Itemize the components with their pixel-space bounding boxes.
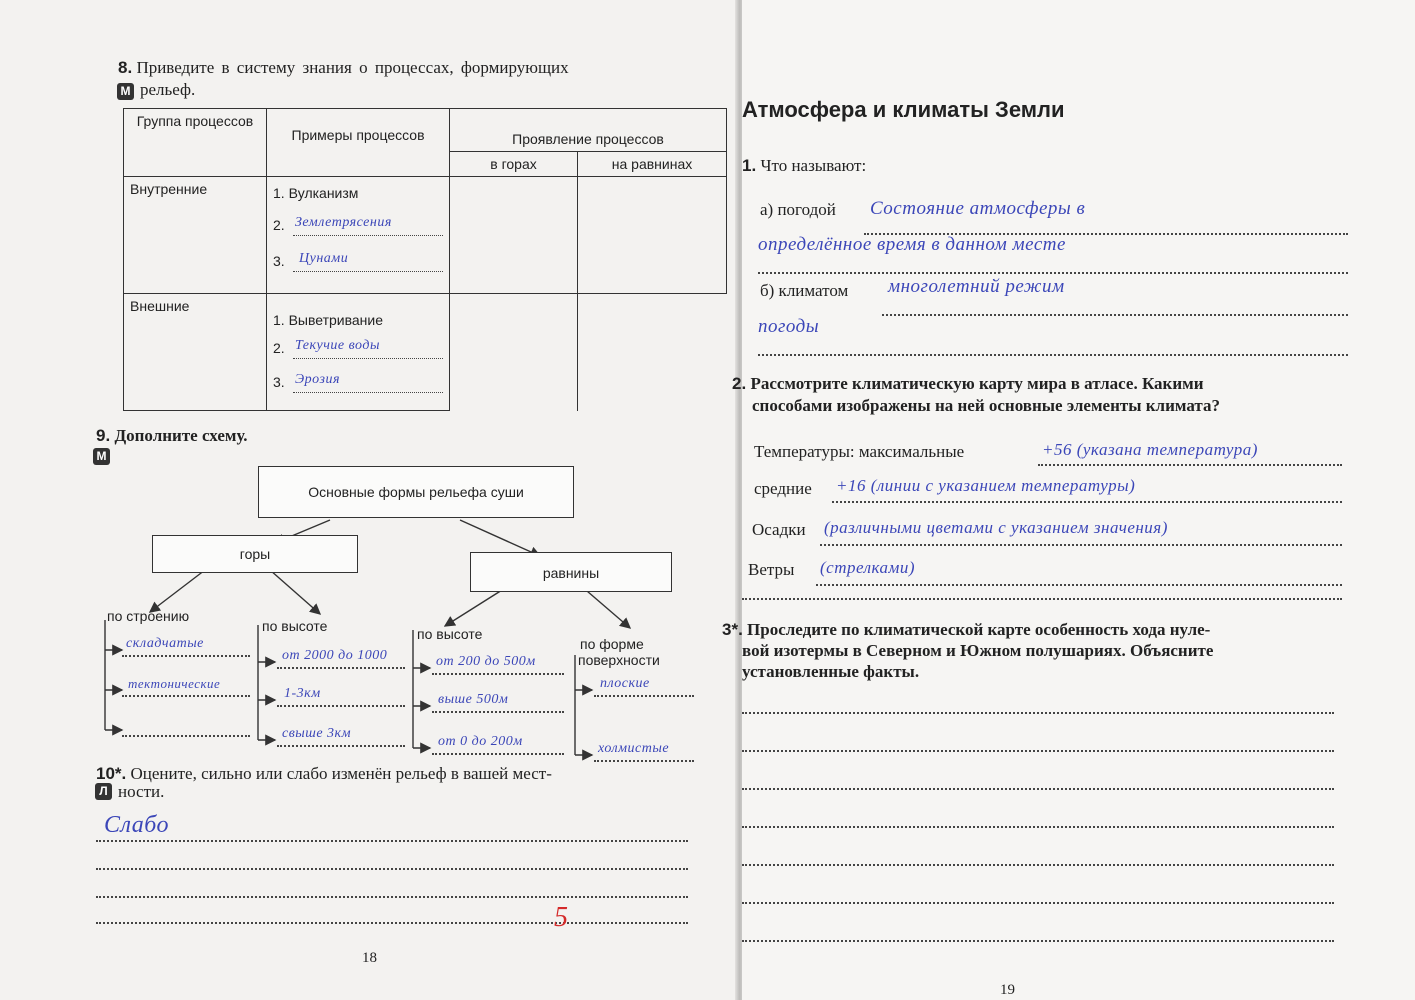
answer-line xyxy=(742,940,1334,942)
task8-text-line1: Приведите в систему знания о процессах, формирующих xyxy=(136,58,569,77)
task10-text-line2: ности. xyxy=(118,782,165,801)
ans-mheight-2: 1-3км xyxy=(284,686,321,701)
dotted-line xyxy=(122,655,250,657)
external-answer-2: Текучие воды xyxy=(295,338,380,353)
task10-badge-icon: Л xyxy=(95,783,112,800)
task10-prompt xyxy=(96,764,696,784)
task10-text-line1: Оцените, сильно или слабо изменён рельеф в вашей мест- xyxy=(130,764,552,783)
header-examples: Примеры процессов xyxy=(267,109,450,177)
answer-line xyxy=(832,501,1342,503)
task3-text-line3: установленные факты. xyxy=(742,662,920,681)
internal-item-2: 2. xyxy=(273,217,285,233)
ans-pheight-2: выше 500м xyxy=(438,692,509,707)
external-label: Внешние xyxy=(124,294,267,411)
answer-line xyxy=(742,788,1334,790)
task3-text-line1: Проследите по климатической карте особенность хода нуле- xyxy=(747,620,1211,639)
task1-a-answer-2: определённое время в данном месте xyxy=(758,234,1066,255)
task1-prompt xyxy=(742,156,866,176)
mountains-box: горы xyxy=(152,535,358,573)
task1-a-label: а) погодой xyxy=(760,200,836,219)
page-number-right: 19 xyxy=(1000,982,1015,998)
answer-line xyxy=(96,896,688,898)
mountain-height-label: по высоте xyxy=(262,618,328,634)
dotted-line xyxy=(432,711,564,713)
internal-item-3: 3. xyxy=(273,253,285,269)
ans-mheight-3: свыше 3км xyxy=(282,726,352,741)
chapter-heading: Атмосфера и климаты Земли xyxy=(742,97,1065,122)
page-number-left: 18 xyxy=(362,950,377,966)
ans-surface-1: плоские xyxy=(600,676,650,691)
temp-mid-answer: +16 (линии с указанием температуры) xyxy=(836,476,1136,495)
task3-number: 3*. xyxy=(722,620,743,639)
task9-number: 9. xyxy=(96,426,111,445)
header-manifest: Проявление процессов xyxy=(450,109,727,152)
task9-badge-icon: М xyxy=(93,448,110,465)
header-group: Группа процессов xyxy=(124,109,267,177)
answer-line xyxy=(742,826,1334,828)
answer-line xyxy=(758,272,1348,274)
temp-mid-label: средние xyxy=(754,479,812,498)
answer-line xyxy=(1038,464,1342,466)
answer-line xyxy=(758,354,1348,356)
mountain-structure-label: по строению xyxy=(107,608,190,624)
dotted-line xyxy=(277,745,405,747)
dotted-line xyxy=(432,673,564,675)
dotted-line xyxy=(277,705,405,707)
plain-surface-line2: поверхности xyxy=(578,652,660,668)
answer-line xyxy=(742,864,1334,866)
task3-prompt xyxy=(722,620,1352,640)
external-answer-3: Эрозия xyxy=(295,372,340,387)
answer-line xyxy=(742,750,1334,752)
plain-surface-label xyxy=(578,636,660,668)
dotted-line xyxy=(122,735,250,737)
external-item-3: 3. xyxy=(273,374,285,390)
task8-text-line2: рельеф. xyxy=(140,80,196,99)
task8-number: 8. xyxy=(118,58,133,77)
plain-surface-line1: по форме xyxy=(580,636,644,652)
internal-answer-2: Землетрясения xyxy=(295,215,392,230)
header-mountains: в горах xyxy=(450,152,578,177)
plain-height-label: по высоте xyxy=(417,626,483,642)
wind-label: Ветры xyxy=(748,560,795,579)
task1-number: 1. xyxy=(742,156,757,175)
dotted-line xyxy=(277,667,405,669)
answer-line xyxy=(96,840,688,842)
temp-max-label: Температуры: максимальные xyxy=(754,442,965,461)
header-plains: на равнинах xyxy=(578,152,727,177)
grade-mark: 5 xyxy=(554,902,568,933)
task1-b-answer-2: погоды xyxy=(758,316,820,337)
ans-pheight-1: от 200 до 500м xyxy=(436,654,536,669)
external-item-1: 1. Выветривание xyxy=(273,312,383,328)
answer-line xyxy=(742,902,1334,904)
task2-text-line1: Рассмотрите климатическую карту мира в атласе. Какими xyxy=(750,374,1204,393)
internal-item-1: 1. Вулканизм xyxy=(273,185,359,201)
task3-text-line2: вой изотермы в Северном и Южном полушариях. Объясните xyxy=(742,641,1214,660)
task1-text: Что называют: xyxy=(760,156,867,175)
answer-line xyxy=(742,598,1342,600)
ans-pheight-3: от 0 до 200м xyxy=(438,734,523,749)
internal-answer-3: Цунами xyxy=(299,251,349,266)
internal-label: Внутренние xyxy=(124,177,267,294)
answer-line xyxy=(96,922,688,924)
top-box: Основные формы рельефа суши xyxy=(258,466,574,518)
answer-line xyxy=(742,712,1334,714)
plains-box: равнины xyxy=(470,552,672,592)
wind-answer: (стрелками) xyxy=(820,558,916,577)
temp-max-answer: +56 (указана температура) xyxy=(1042,440,1258,459)
ans-mheight-1: от 2000 до 1000 xyxy=(282,648,388,663)
task10-answer: Слабо xyxy=(104,812,170,838)
precip-label: Осадки xyxy=(752,520,806,539)
external-item-2: 2. xyxy=(273,340,285,356)
dotted-line xyxy=(594,695,694,697)
ans-surface-2: холмистые xyxy=(598,741,670,756)
task2-prompt xyxy=(732,374,1352,394)
task2-number: 2. xyxy=(732,374,747,393)
ans-structure-2: тектонические xyxy=(128,676,221,691)
dotted-line xyxy=(122,695,250,697)
answer-line xyxy=(882,314,1348,316)
task2-text-line2: способами изображены на ней основные элементы климата? xyxy=(752,396,1220,415)
answer-line xyxy=(96,868,688,870)
task10-number: 10*. xyxy=(96,764,127,783)
answer-line xyxy=(816,584,1342,586)
task1-b-answer-1: многолетний режим xyxy=(888,276,1065,297)
task9-text: Дополните схему. xyxy=(114,426,248,445)
right-page xyxy=(722,0,1415,1000)
dotted-line xyxy=(594,760,694,762)
task1-b-label: б) климатом xyxy=(760,281,849,300)
task1-a-answer-1: Состояние атмосферы в xyxy=(870,198,1086,219)
precip-answer: (различными цветами с указанием значения) xyxy=(824,518,1168,537)
dotted-line xyxy=(432,753,564,755)
answer-line xyxy=(820,544,1342,546)
ans-structure-1: складчатые xyxy=(126,636,204,651)
task8-badge-icon: М xyxy=(117,83,134,100)
